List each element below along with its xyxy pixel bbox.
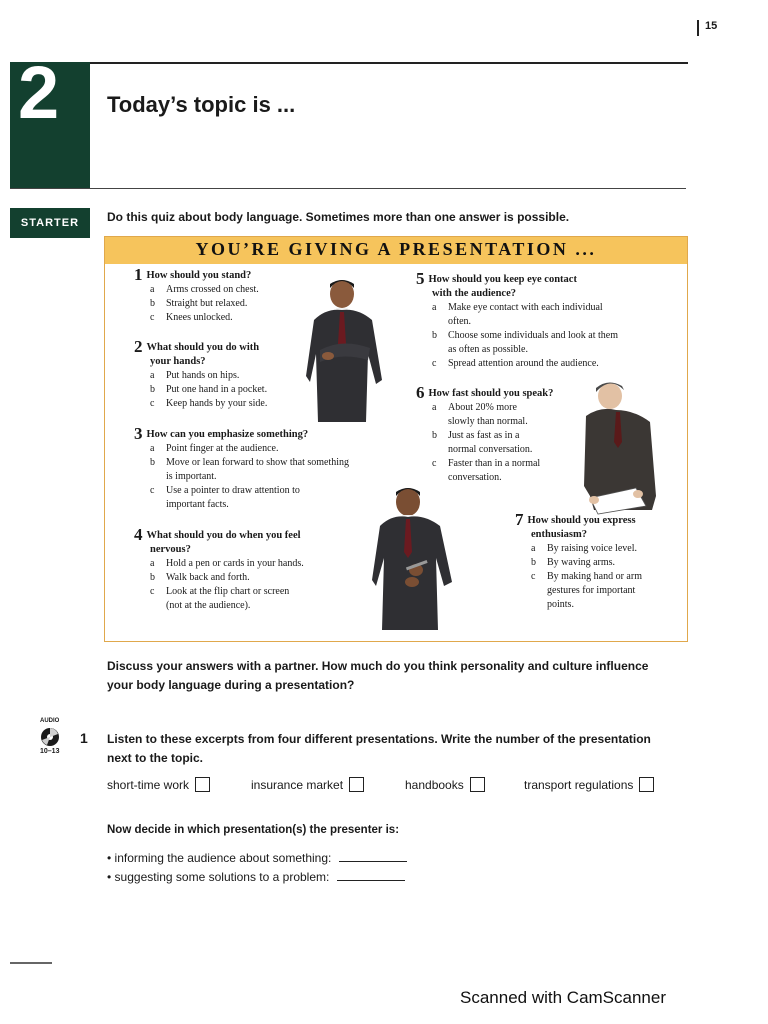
question-number: 7	[515, 510, 524, 529]
discussion-line: Discuss your answers with a partner. How much do you think personality and culture influence	[107, 659, 649, 673]
option-text: points.	[547, 599, 574, 610]
unit-title: Today’s topic is ...	[107, 92, 296, 117]
topic-handbooks	[405, 777, 485, 792]
option-text: Hold a pen or cards in your hands.	[166, 558, 304, 569]
option-text: Straight but relaxed.	[166, 298, 248, 309]
option-text: Choose some individuals and look at them	[448, 330, 618, 341]
answer-option[interactable]	[134, 397, 314, 411]
option-letter: c	[150, 398, 155, 409]
option-text: Put hands on hips.	[166, 370, 240, 381]
quiz-question-7	[515, 510, 680, 612]
businessman-holding-pen-illustration	[372, 482, 458, 632]
header-rule	[90, 62, 688, 64]
option-text: Make eye contact with each individual	[448, 302, 603, 313]
audio-label: AUDIO	[40, 718, 60, 724]
option-letter: c	[150, 485, 155, 496]
topic-short-time-work	[107, 777, 210, 792]
question-text: How should you express	[527, 515, 636, 526]
answer-blank[interactable]	[339, 851, 407, 862]
option-text: is important.	[166, 471, 217, 482]
question-text: What should you do when you feel	[146, 530, 301, 541]
quiz-question-6	[416, 383, 576, 485]
bullet-dot: •	[107, 851, 112, 865]
option-text: slowly than normal.	[448, 416, 528, 427]
option-letter: c	[432, 458, 437, 469]
option-text: important facts.	[166, 499, 229, 510]
option-letter: a	[432, 402, 437, 413]
answer-option[interactable]	[416, 301, 656, 329]
discussion-line: your body language during a presentation?	[107, 678, 355, 692]
quiz-question-1	[134, 265, 314, 325]
answer-option[interactable]	[515, 556, 680, 570]
bullet-informing	[107, 851, 407, 865]
question-number: 4	[134, 525, 143, 544]
option-letter: a	[531, 543, 536, 554]
question-text: How can you emphasize something?	[146, 429, 309, 440]
option-letter: b	[150, 572, 155, 583]
topic-label: short-time work	[107, 777, 190, 792]
option-letter: b	[432, 430, 437, 441]
question-number: 6	[416, 383, 425, 402]
page-number: 15	[705, 20, 718, 32]
quiz-question-5	[416, 269, 656, 371]
option-text: Keep hands by your side.	[166, 398, 268, 409]
option-text: Faster than in a normal	[448, 458, 541, 469]
question-text: your hands?	[150, 356, 206, 367]
answer-option[interactable]	[134, 557, 344, 571]
topic-label: transport regulations	[524, 777, 634, 792]
answer-option[interactable]	[416, 357, 656, 371]
question-text: nervous?	[150, 544, 191, 555]
option-letter: c	[150, 312, 155, 323]
option-letter: a	[150, 284, 155, 295]
topic-checkbox[interactable]	[195, 777, 210, 792]
question-text: How fast should you speak?	[428, 388, 554, 399]
answer-option[interactable]	[134, 311, 314, 325]
question-text: enthusiasm?	[531, 529, 588, 540]
option-text: About 20% more	[448, 402, 517, 413]
answer-option[interactable]	[134, 571, 344, 585]
unit-number: 2	[18, 51, 58, 134]
answer-option[interactable]	[515, 542, 680, 556]
question-text: How should you keep eye contact	[428, 274, 577, 285]
bullet-text: informing the audience about something:	[114, 851, 332, 865]
audio-cd-icon[interactable]	[40, 727, 60, 747]
scanner-watermark: Scanned with CamScanner	[460, 988, 667, 1007]
audio-track-numbers: 10–13	[40, 748, 60, 755]
option-text: By raising voice level.	[547, 543, 637, 554]
answer-option[interactable]	[134, 383, 314, 397]
decide-prompt: Now decide in which presentation(s) the presenter is:	[107, 824, 400, 836]
option-letter: c	[531, 571, 536, 582]
question-number: 2	[134, 337, 143, 356]
option-letter: b	[432, 330, 437, 341]
instruction-line: next to the topic.	[107, 751, 203, 765]
answer-option[interactable]	[134, 585, 344, 613]
option-text: conversation.	[448, 472, 502, 483]
starter-badge: STARTER	[10, 208, 90, 238]
option-letter: b	[150, 457, 155, 468]
answer-option[interactable]	[416, 329, 656, 357]
option-letter: b	[150, 384, 155, 395]
option-text: Spread attention around the audience.	[448, 358, 599, 369]
topic-insurance-market	[251, 777, 364, 792]
discussion-prompt	[107, 657, 697, 695]
option-text: Use a pointer to draw attention to	[166, 485, 300, 496]
page-number-divider	[697, 20, 699, 36]
option-letter: b	[531, 557, 536, 568]
question-text: What should you do with	[146, 342, 260, 353]
option-text: Just as fast as in a	[448, 430, 520, 441]
instruction-line: Listen to these excerpts from four different presentations. Write the number of the presentation	[107, 732, 651, 746]
answer-option[interactable]	[134, 369, 314, 383]
option-letter: a	[150, 370, 155, 381]
option-letter: a	[432, 302, 437, 313]
quiz-question-4	[134, 525, 344, 613]
question-number: 1	[134, 265, 143, 284]
option-text: By waving arms.	[547, 557, 616, 568]
answer-option[interactable]	[416, 429, 576, 457]
header-bottom-rule	[10, 188, 686, 189]
option-letter: c	[432, 358, 437, 369]
question-number: 5	[416, 269, 425, 288]
bullet-suggesting	[107, 870, 405, 884]
answer-option[interactable]	[134, 442, 384, 456]
option-text: normal conversation.	[448, 444, 533, 455]
quiz-question-2	[134, 337, 314, 411]
option-text: (not at the audience).	[166, 600, 251, 611]
page-footer-rule	[10, 962, 52, 964]
option-text: Walk back and forth.	[166, 572, 250, 583]
option-letter: a	[150, 558, 155, 569]
option-text: Put one hand in a pocket.	[166, 384, 268, 395]
topic-checkbox[interactable]	[349, 777, 364, 792]
option-text: Move or lean forward to show that something	[166, 457, 350, 468]
option-text: Knees unlocked.	[166, 312, 233, 323]
bullet-dot: •	[107, 870, 112, 884]
option-text: By making hand or arm	[547, 571, 642, 582]
option-text: often.	[448, 316, 472, 327]
option-text: Arms crossed on chest.	[166, 284, 259, 295]
answer-option[interactable]	[134, 297, 314, 311]
option-letter: a	[150, 443, 155, 454]
starter-instruction: Do this quiz about body language. Sometimes more than one answer is possible.	[107, 210, 570, 224]
question-number: 3	[134, 424, 143, 443]
answer-blank[interactable]	[337, 870, 405, 881]
topic-checkbox[interactable]	[639, 777, 654, 792]
answer-option[interactable]	[134, 456, 384, 484]
topic-label: insurance market	[251, 777, 344, 792]
option-text: gestures for important	[547, 585, 636, 596]
topic-transport-regulations	[524, 777, 654, 792]
answer-option[interactable]	[416, 457, 576, 485]
option-letter: b	[150, 298, 155, 309]
answer-option[interactable]	[134, 283, 314, 297]
question-text: How should you stand?	[146, 270, 252, 281]
topic-label: handbooks	[405, 777, 464, 792]
businessman-reading-paper-illustration	[580, 376, 662, 516]
topic-checkbox[interactable]	[470, 777, 485, 792]
answer-option[interactable]	[416, 401, 576, 429]
answer-option[interactable]	[134, 484, 384, 512]
quiz-question-3	[134, 424, 384, 512]
exercise-number: 1	[80, 730, 88, 746]
option-text: Point finger at the audience.	[166, 443, 279, 454]
answer-option[interactable]	[515, 570, 680, 612]
option-text: as often as possible.	[448, 344, 528, 355]
option-text: Look at the flip chart or screen	[166, 586, 290, 597]
businessman-arms-crossed-illustration	[306, 272, 388, 424]
quiz-title: YOU’RE GIVING A PRESENTATION ...	[195, 239, 597, 259]
exercise-instruction	[107, 730, 697, 768]
bullet-text: suggesting some solutions to a problem:	[114, 870, 330, 884]
option-letter: c	[150, 586, 155, 597]
question-text: with the audience?	[432, 288, 516, 299]
